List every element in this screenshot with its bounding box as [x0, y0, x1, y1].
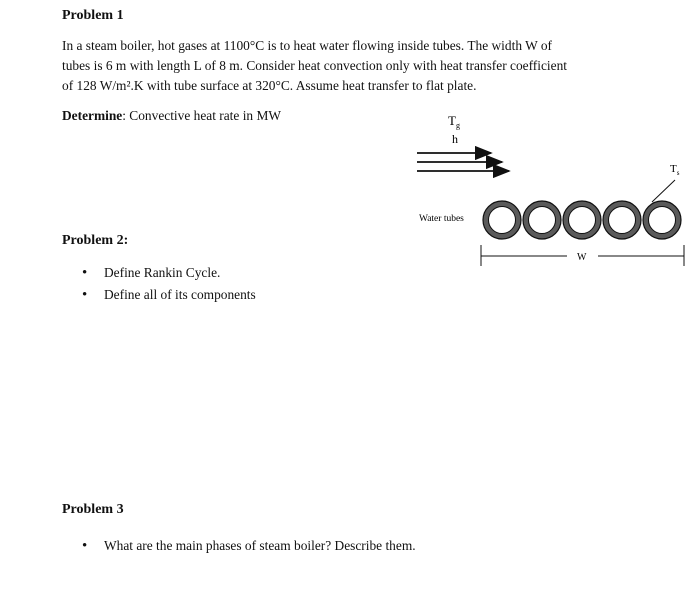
tube-inner-bore: [569, 207, 596, 234]
tg-label: $T_g$: [448, 113, 460, 130]
water-tubes-label: Water tubes: [419, 214, 464, 224]
water-tubes: [483, 201, 681, 239]
tube-inner-bore: [609, 207, 636, 234]
problem-2-title: Problem 2:: [62, 233, 129, 248]
determine-label: Determine: [62, 108, 123, 123]
problem-2-list: [80, 262, 256, 306]
tube-inner-bore: [529, 207, 556, 234]
tube-inner-bore: [649, 207, 676, 234]
paragraph-line-3: of 128 W/m².K with tube surface at 320°C. Assume heat transfer to flat plate.: [62, 78, 477, 93]
width-dimension: [481, 245, 684, 266]
determine-text: : Convective heat rate in MW: [122, 108, 282, 123]
paragraph-line-1: In a steam boiler, hot gases at 1100°C is to heat water flowing inside tubes. The width W of: [62, 38, 553, 53]
paragraph-line-2: tubes is 6 m with length L of 8 m. Consider heat convection only with heat transfer coefficient: [62, 58, 567, 73]
gas-flow-arrows: [417, 153, 509, 171]
ts-leader-line: [652, 180, 675, 202]
ts-label: $T_s$: [670, 163, 680, 177]
list-item: • Define all of its components: [80, 284, 256, 306]
h-label: h: [452, 132, 458, 146]
problem-3-title: Problem 3: [62, 502, 124, 517]
tube-inner-bore: [489, 207, 516, 234]
problem-1-title: Problem 1: [62, 8, 124, 23]
list-item: • Define Rankin Cycle.: [80, 262, 256, 284]
list-item: • What are the main phases of steam boiler? Describe them.: [80, 535, 416, 557]
problem-3-list: [80, 535, 416, 557]
w-label: W: [577, 252, 587, 263]
